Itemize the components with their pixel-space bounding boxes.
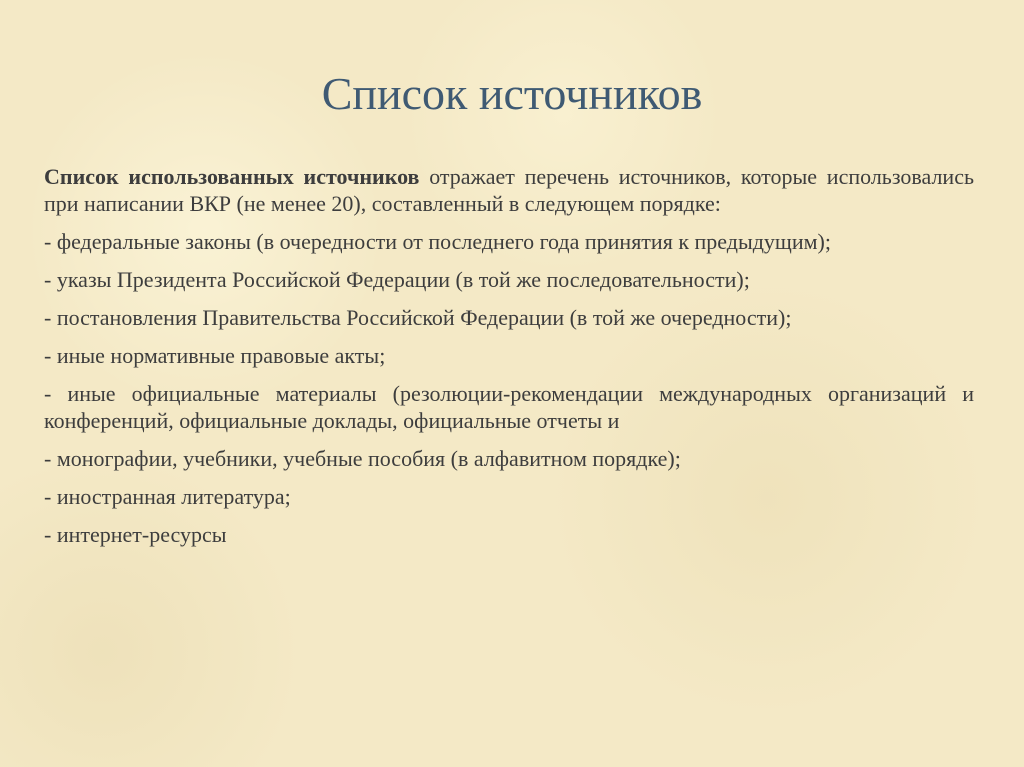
list-item: - иные официальные материалы (резолюции-рекомендации международных организаций и конференций, официальные доклады, официальные отчеты и: [44, 381, 974, 433]
list-item: - федеральные законы (в очередности от последнего года принятия к предыдущим);: [44, 229, 831, 254]
list-item: - иностранная литература;: [44, 484, 291, 509]
slide-title: Список источников: [321, 68, 703, 119]
intro-paragraph: [44, 163, 974, 217]
list-item: - интернет-ресурсы: [44, 522, 227, 547]
intro-text: отражает перечень источников, которые использовались при написании ВКР (не менее 20), составленный в следующем порядке:: [44, 164, 975, 216]
intro-bold-text: Список использованных источников: [44, 164, 420, 189]
slide-content: [44, 163, 974, 559]
list-item: - иные нормативные правовые акты;: [44, 343, 386, 368]
list-item: - монографии, учебники, учебные пособия (в алфавитном порядке);: [44, 446, 681, 471]
list-item: - постановления Правительства Российской Федерации (в той же очередности);: [44, 305, 792, 330]
list-item: - указы Президента Российской Федерации (в той же последовательности);: [44, 267, 750, 292]
